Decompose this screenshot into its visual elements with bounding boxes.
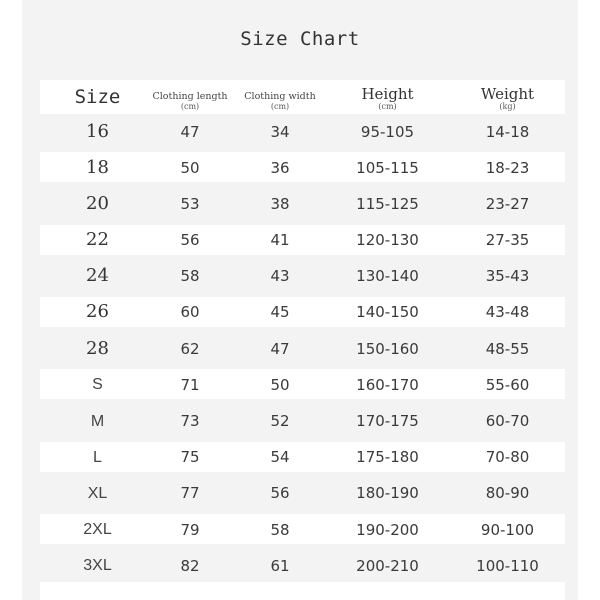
table-body [40, 116, 565, 580]
header-size: Size [74, 86, 121, 108]
cell-clothing-width: 56 [270, 484, 290, 503]
table-row [40, 333, 565, 363]
cell-weight: 14-18 [485, 122, 530, 141]
cell-height: 190-200 [356, 520, 419, 539]
cell-size: S [92, 376, 103, 394]
cell-clothing-width: 41 [270, 231, 290, 250]
table-row [40, 188, 565, 218]
table-row [40, 442, 565, 472]
cell-weight: 35-43 [485, 267, 530, 286]
table-row [40, 550, 565, 580]
cell-height: 115-125 [356, 194, 419, 213]
cell-height: 160-170 [356, 375, 419, 394]
cell-size: 22 [86, 229, 109, 251]
cell-size: XL [87, 484, 108, 502]
cell-weight: 55-60 [485, 375, 530, 394]
cell-size: 20 [86, 192, 109, 214]
table-row [40, 261, 565, 291]
cell-size: 24 [86, 265, 109, 287]
cell-weight: 70-80 [485, 448, 530, 467]
page-title: Size Chart [240, 28, 360, 50]
cell-clothing-length: 50 [180, 158, 200, 177]
cell-weight: 100-110 [476, 556, 539, 575]
cell-size: 2XL [83, 521, 112, 539]
cell-size: 28 [86, 337, 109, 359]
table-row [40, 406, 565, 436]
cell-weight: 43-48 [485, 303, 530, 322]
cell-clothing-length: 53 [180, 194, 200, 213]
cell-size: M [90, 412, 105, 430]
cell-clothing-width: 50 [270, 375, 290, 394]
cell-height: 140-150 [356, 303, 419, 322]
cell-size: 18 [86, 156, 109, 178]
header-height: Height (cm) [361, 84, 414, 111]
cell-clothing-width: 36 [270, 158, 290, 177]
cell-height: 120-130 [356, 231, 419, 250]
cell-height: 105-115 [356, 158, 419, 177]
cell-clothing-length: 56 [180, 231, 200, 250]
cell-height: 175-180 [356, 448, 419, 467]
cell-clothing-length: 77 [180, 484, 200, 503]
cell-weight: 60-70 [485, 412, 530, 430]
table-header-row [40, 80, 565, 114]
cell-size: 16 [86, 120, 109, 142]
cell-clothing-width: 47 [270, 339, 290, 358]
cell-clothing-length: 73 [180, 412, 200, 430]
cell-height: 95-105 [360, 122, 415, 141]
cell-weight: 90-100 [480, 520, 535, 539]
header-weight: Weight (kg) [480, 84, 535, 111]
cell-height: 150-160 [356, 339, 419, 358]
table-row [40, 514, 565, 544]
cell-clothing-length: 62 [180, 339, 200, 358]
cell-clothing-length: 71 [180, 375, 200, 394]
table-row [40, 152, 565, 182]
cell-height: 180-190 [356, 484, 419, 503]
cell-weight: 48-55 [485, 339, 530, 358]
cell-size: 3XL [83, 557, 112, 575]
cell-weight: 80-90 [485, 484, 530, 503]
cell-clothing-width: 43 [270, 267, 290, 286]
cell-weight: 27-35 [485, 231, 530, 250]
cell-clothing-length: 75 [180, 448, 200, 467]
size-table [40, 80, 565, 586]
cell-clothing-width: 38 [270, 194, 290, 213]
table-footer-strip [40, 582, 565, 600]
cell-clothing-width: 45 [270, 303, 290, 322]
cell-clothing-width: 61 [270, 556, 290, 575]
table-row [40, 369, 565, 399]
cell-weight: 18-23 [485, 158, 530, 177]
cell-clothing-width: 34 [270, 122, 290, 141]
cell-clothing-length: 47 [180, 122, 200, 141]
cell-size: 26 [86, 301, 109, 323]
header-clothing-width: Clothing width (cm) [244, 90, 316, 111]
cell-clothing-length: 82 [180, 556, 200, 575]
table-row [40, 478, 565, 508]
cell-clothing-length: 79 [180, 520, 200, 539]
cell-size: L [93, 448, 102, 466]
cell-clothing-length: 58 [180, 267, 200, 286]
cell-height: 130-140 [356, 267, 419, 286]
cell-clothing-width: 54 [270, 448, 290, 467]
cell-clothing-length: 60 [180, 303, 200, 322]
cell-weight: 23-27 [485, 194, 530, 213]
cell-clothing-width: 58 [270, 520, 290, 539]
cell-height: 170-175 [356, 412, 419, 430]
table-row [40, 225, 565, 255]
header-clothing-length: Clothing length (cm) [152, 90, 228, 111]
table-row [40, 116, 565, 146]
cell-clothing-width: 52 [270, 412, 290, 430]
table-row [40, 297, 565, 327]
cell-height: 200-210 [356, 556, 419, 575]
